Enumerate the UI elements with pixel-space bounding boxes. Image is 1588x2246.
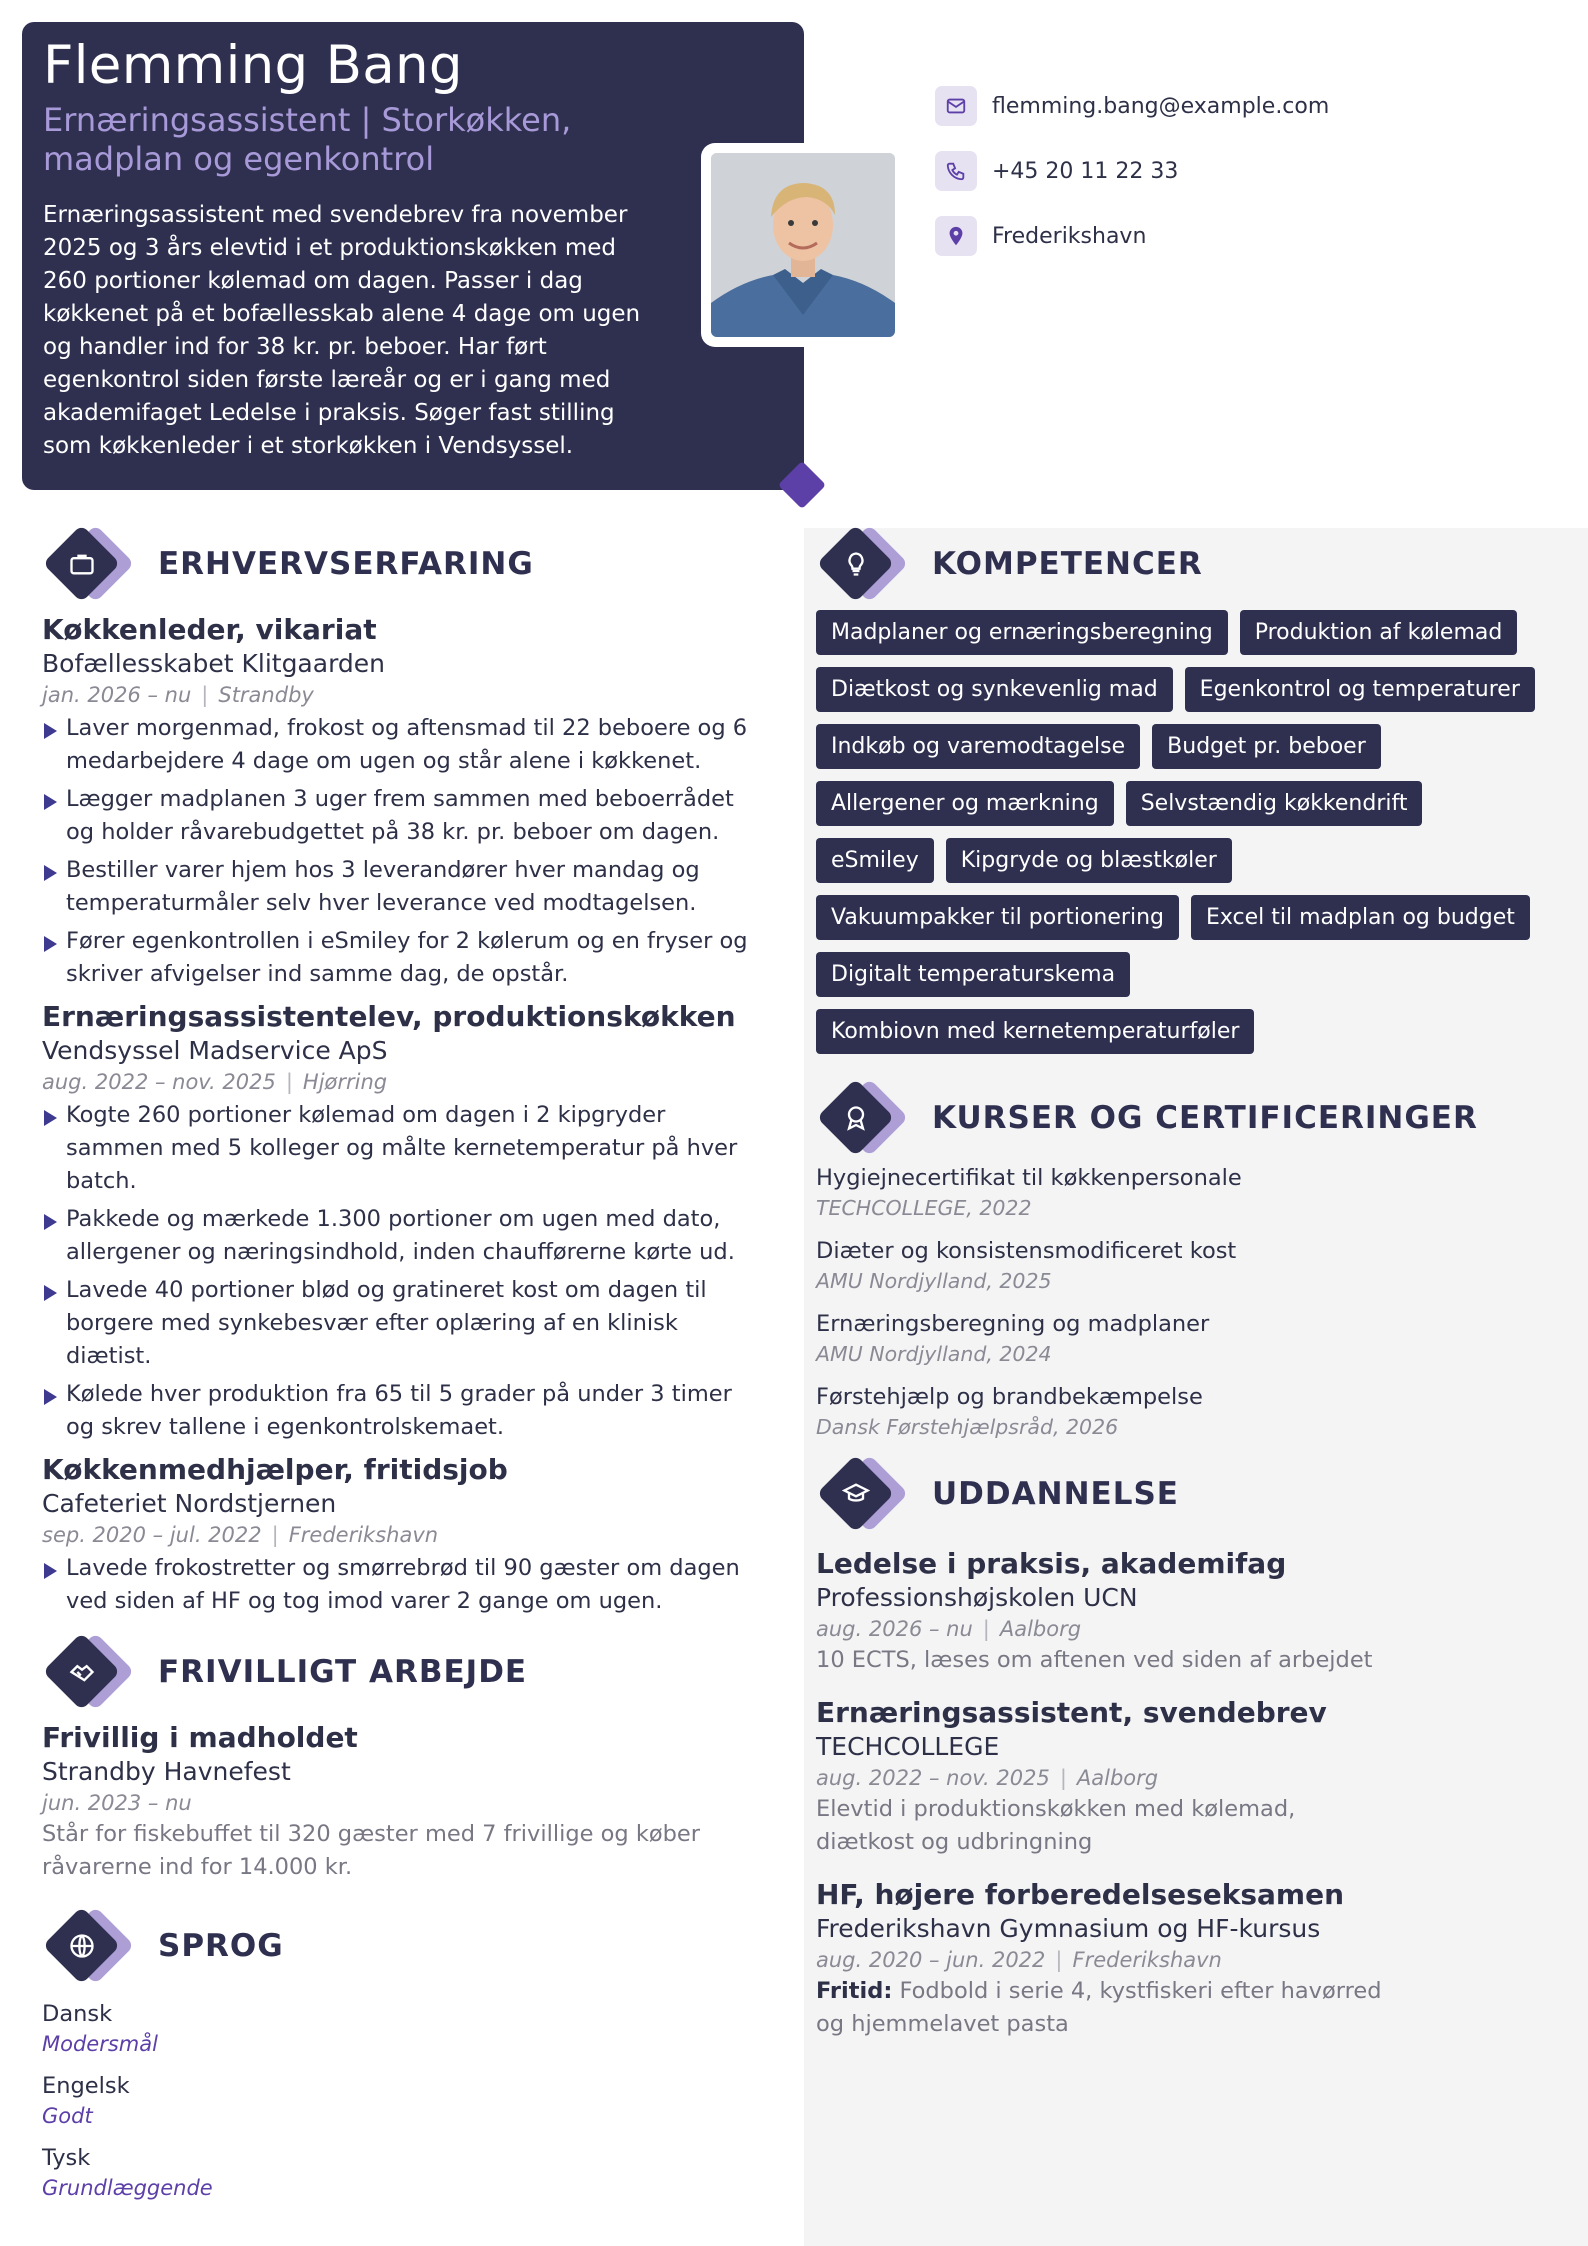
language-item <box>42 2070 762 2130</box>
education-title: HF, højere forberedelseseksamen <box>816 1878 1345 1911</box>
skill-chip: Allergener og mærkning <box>816 781 1114 826</box>
phone-icon <box>935 151 977 191</box>
education-period: aug. 2026 – nu <box>816 1617 973 1641</box>
contact-location <box>935 216 1329 256</box>
course-meta: AMU Nordjylland, 2025 <box>816 1269 1052 1293</box>
language-item <box>42 2142 762 2202</box>
course-item <box>816 1308 1556 1368</box>
course-meta: Dansk Førstehjælpsråd, 2026 <box>816 1415 1119 1439</box>
education-item <box>816 1877 1556 2041</box>
list-item: Bestiller varer hjem hos 3 leverandører hver mandag og temperaturmåler selv hver leverance ved modtagelsen. <box>42 854 762 920</box>
volunteer-period: jun. 2023 – nu <box>42 1791 192 1815</box>
contact-email[interactable] <box>935 86 1329 126</box>
candidate-name: Flemming Bang <box>43 35 463 96</box>
list-item: Laver morgenmad, frokost og aftensmad til 22 beboere og 6 medarbejdere 4 dage om ugen og står alene i køkkenet. <box>42 712 762 778</box>
job-organization: Bofællesskabet Klitgaarden <box>42 649 386 678</box>
skill-chip: Diætkost og synkevenlig mad <box>816 667 1173 712</box>
list-item: Fører egenkontrollen i eSmiley for 2 kølerum og en fryser og skriver afvigelser ind samme dag, de opstår. <box>42 925 762 991</box>
course-item <box>816 1381 1556 1441</box>
graduation-cap-icon <box>816 1454 908 1534</box>
job-meta: aug. 2022 – nov. 2025 | Hjørring <box>42 1070 388 1094</box>
list-item: Lavede 40 portioner blød og gratineret kost om dagen til borgere med synkebesvær efter oplæring af en klinisk diætist. <box>42 1274 762 1373</box>
skill-chip-list <box>816 610 1556 1066</box>
education-meta: aug. 2026 – nu | Aalborg <box>816 1617 1082 1641</box>
education-school: Frederikshavn Gymnasium og HF-kursus <box>816 1914 1321 1943</box>
language-level: Modersmål <box>42 2032 158 2056</box>
education-description: 10 ECTS, læses om aftenen ved siden af arbejdet <box>816 1647 1373 1673</box>
job-organization: Cafeteriet Nordstjernen <box>42 1489 337 1518</box>
skill-chip: Egenkontrol og temperaturer <box>1185 667 1535 712</box>
mail-icon <box>935 86 977 126</box>
header-banner <box>22 22 804 490</box>
job-place: Hjørring <box>302 1070 388 1094</box>
experience-item <box>42 1452 762 1618</box>
profile-photo-frame <box>701 143 905 347</box>
education-meta: aug. 2020 – jun. 2022 | Frederikshavn <box>816 1948 1222 1972</box>
experience-item <box>42 999 762 1444</box>
section-heading-experience <box>42 524 762 604</box>
volunteer-description: Står for fiskebuffet til 320 gæster med 7 frivillige og køber råvarerne ind for 14.000 kr. <box>42 1821 701 1880</box>
skill-chip: Indkøb og varemodtagelse <box>816 724 1140 769</box>
language-level: Grundlæggende <box>42 2176 213 2200</box>
education-desc-text: Fodbold i serie 4, kystfiskeri efter havørred og hjemmelavet pasta <box>816 1978 1382 2037</box>
education-title: Ledelse i praksis, akademifag <box>816 1547 1287 1580</box>
location-pin-icon <box>935 216 977 256</box>
list-item: Pakkede og mærkede 1.300 portioner om ugen med dato, allergener og næringsindhold, inden chaufførerne kørte ud. <box>42 1203 762 1269</box>
education-description <box>816 1975 1416 2041</box>
education-school: TECHCOLLEGE <box>816 1732 1000 1761</box>
job-bullets <box>42 1099 762 1444</box>
course-meta: TECHCOLLEGE, 2022 <box>816 1196 1032 1220</box>
education-item <box>816 1546 1556 1677</box>
job-organization: Vendsyssel Madservice ApS <box>42 1036 388 1065</box>
course-name: Diæter og konsistensmodificeret kost <box>816 1238 1237 1264</box>
job-title: Køkkenmedhjælper, fritidsjob <box>42 1453 508 1486</box>
section-heading-courses <box>816 1078 1556 1158</box>
list-item: Kogte 260 portioner kølemad om dagen i 2 kipgryder sammen med 5 kolleger og målte kernetemperatur på hver batch. <box>42 1099 762 1198</box>
section-heading-languages <box>42 1906 762 1986</box>
language-name: Tysk <box>42 2145 91 2171</box>
job-period: aug. 2022 – nov. 2025 <box>42 1070 276 1094</box>
job-bullets <box>42 1552 762 1618</box>
list-item: Lavede frokostretter og smørrebrød til 90 gæster om dagen ved siden af HF og tog imod varer 2 gange om ugen. <box>42 1552 762 1618</box>
section-title: ERHVERVSERFARING <box>158 546 534 582</box>
volunteer-item <box>42 1720 762 1884</box>
language-list <box>42 1998 762 2202</box>
education-desc-label: Fritid: <box>816 1978 893 2004</box>
course-name: Ernæringsberegning og madplaner <box>816 1311 1210 1337</box>
section-title: KURSER OG CERTIFICERINGER <box>932 1100 1478 1136</box>
education-meta: aug. 2022 – nov. 2025 | Aalborg <box>816 1766 1159 1790</box>
education-school: Professionshøjskolen UCN <box>816 1583 1138 1612</box>
email-text[interactable]: flemming.bang@example.com <box>992 93 1330 119</box>
skill-chip: Budget pr. beboer <box>1152 724 1381 769</box>
section-title: SPROG <box>158 1928 284 1964</box>
course-name: Hygiejnecertifikat til køkkenpersonale <box>816 1165 1242 1191</box>
education-place: Aalborg <box>999 1617 1082 1641</box>
language-level: Godt <box>42 2104 93 2128</box>
profile-summary: Ernæringsassistent med svendebrev fra november 2025 og 3 års elevtid i et produktionskøkken med 260 portioner kølemad om dagen. Passer i dag køkkenet på et bofællesskab alene 4 dage om ugen og handler ind for 38 kr. pr. beboer. Har ført egenkontrol siden første læreår og er i gang med akademifaget Ledelse i praksis. Søger fast stilling som køkkenleder i et storkøkken i Vendsyssel. <box>43 202 641 459</box>
course-meta: AMU Nordjylland, 2024 <box>816 1342 1052 1366</box>
section-heading-skills <box>816 524 1556 604</box>
language-item <box>42 1998 762 2058</box>
job-place: Strandby <box>218 683 314 707</box>
education-place: Aalborg <box>1076 1766 1159 1790</box>
course-item <box>816 1162 1556 1222</box>
volunteer-organization: Strandby Havnefest <box>42 1757 291 1786</box>
handshake-icon <box>42 1632 134 1712</box>
briefcase-icon <box>42 524 134 604</box>
job-meta: jan. 2026 – nu | Strandby <box>42 683 314 707</box>
skill-chip: Madplaner og ernæringsberegning <box>816 610 1228 655</box>
profile-photo <box>711 153 895 337</box>
job-title: Køkkenleder, vikariat <box>42 613 377 646</box>
job-period: jan. 2026 – nu <box>42 683 192 707</box>
award-badge-icon <box>816 1078 908 1158</box>
skill-chip: Vakuumpakker til portionering <box>816 895 1179 940</box>
right-column <box>816 524 1556 2041</box>
skill-chip: Digitalt temperaturskema <box>816 952 1130 997</box>
candidate-role: Ernæringsassistent | Storkøkken, madplan og egenkontrol <box>43 101 572 178</box>
education-description: Elevtid i produktionskøkken med kølemad, diætkost og udbringning <box>816 1796 1296 1855</box>
globe-icon <box>42 1906 134 1986</box>
contact-phone[interactable] <box>935 151 1329 191</box>
education-place: Frederikshavn <box>1072 1948 1222 1972</box>
volunteer-title: Frivillig i madholdet <box>42 1721 358 1754</box>
skill-chip: Selvstændig køkkendrift <box>1126 781 1423 826</box>
skill-chip: Kombiovn med kernetemperaturføler <box>816 1009 1254 1054</box>
job-period: sep. 2020 – jul. 2022 <box>42 1523 262 1547</box>
lightbulb-icon <box>816 524 908 604</box>
section-heading-education <box>816 1454 1556 1534</box>
section-title: FRIVILLIGT ARBEJDE <box>158 1654 528 1690</box>
section-heading-volunteer <box>42 1632 762 1712</box>
job-meta: sep. 2020 – jul. 2022 | Frederikshavn <box>42 1523 439 1547</box>
job-bullets <box>42 712 762 991</box>
language-name: Engelsk <box>42 2073 130 2099</box>
skill-chip: eSmiley <box>816 838 934 883</box>
education-period: aug. 2022 – nov. 2025 <box>816 1766 1050 1790</box>
phone-text[interactable]: +45 20 11 22 33 <box>992 158 1179 184</box>
location-text: Frederikshavn <box>992 223 1147 249</box>
left-column <box>42 524 762 2214</box>
section-title: UDDANNELSE <box>932 1476 1179 1512</box>
course-item <box>816 1235 1556 1295</box>
course-name: Førstehjælp og brandbekæmpelse <box>816 1384 1203 1410</box>
skill-chip: Kipgryde og blæstkøler <box>946 838 1232 883</box>
section-title: KOMPETENCER <box>932 546 1203 582</box>
list-item: Lægger madplanen 3 uger frem sammen med beboerrådet og holder råvarebudgettet på 38 kr. pr. beboer om dagen. <box>42 783 762 849</box>
skill-chip: Excel til madplan og budget <box>1191 895 1530 940</box>
language-name: Dansk <box>42 2001 113 2027</box>
job-place: Frederikshavn <box>288 1523 439 1547</box>
job-title: Ernæringsassistentelev, produktionskøkken <box>42 1000 736 1033</box>
experience-item <box>42 612 762 991</box>
education-period: aug. 2020 – jun. 2022 <box>816 1948 1046 1972</box>
education-item <box>816 1695 1556 1859</box>
list-item: Kølede hver produktion fra 65 til 5 grader på under 3 timer og skrev tallene i egenkontrolskemaet. <box>42 1378 762 1444</box>
skill-chip: Produktion af kølemad <box>1240 610 1518 655</box>
course-list <box>816 1162 1556 1441</box>
education-title: Ernæringsassistent, svendebrev <box>816 1696 1327 1729</box>
contact-list <box>935 86 1329 281</box>
